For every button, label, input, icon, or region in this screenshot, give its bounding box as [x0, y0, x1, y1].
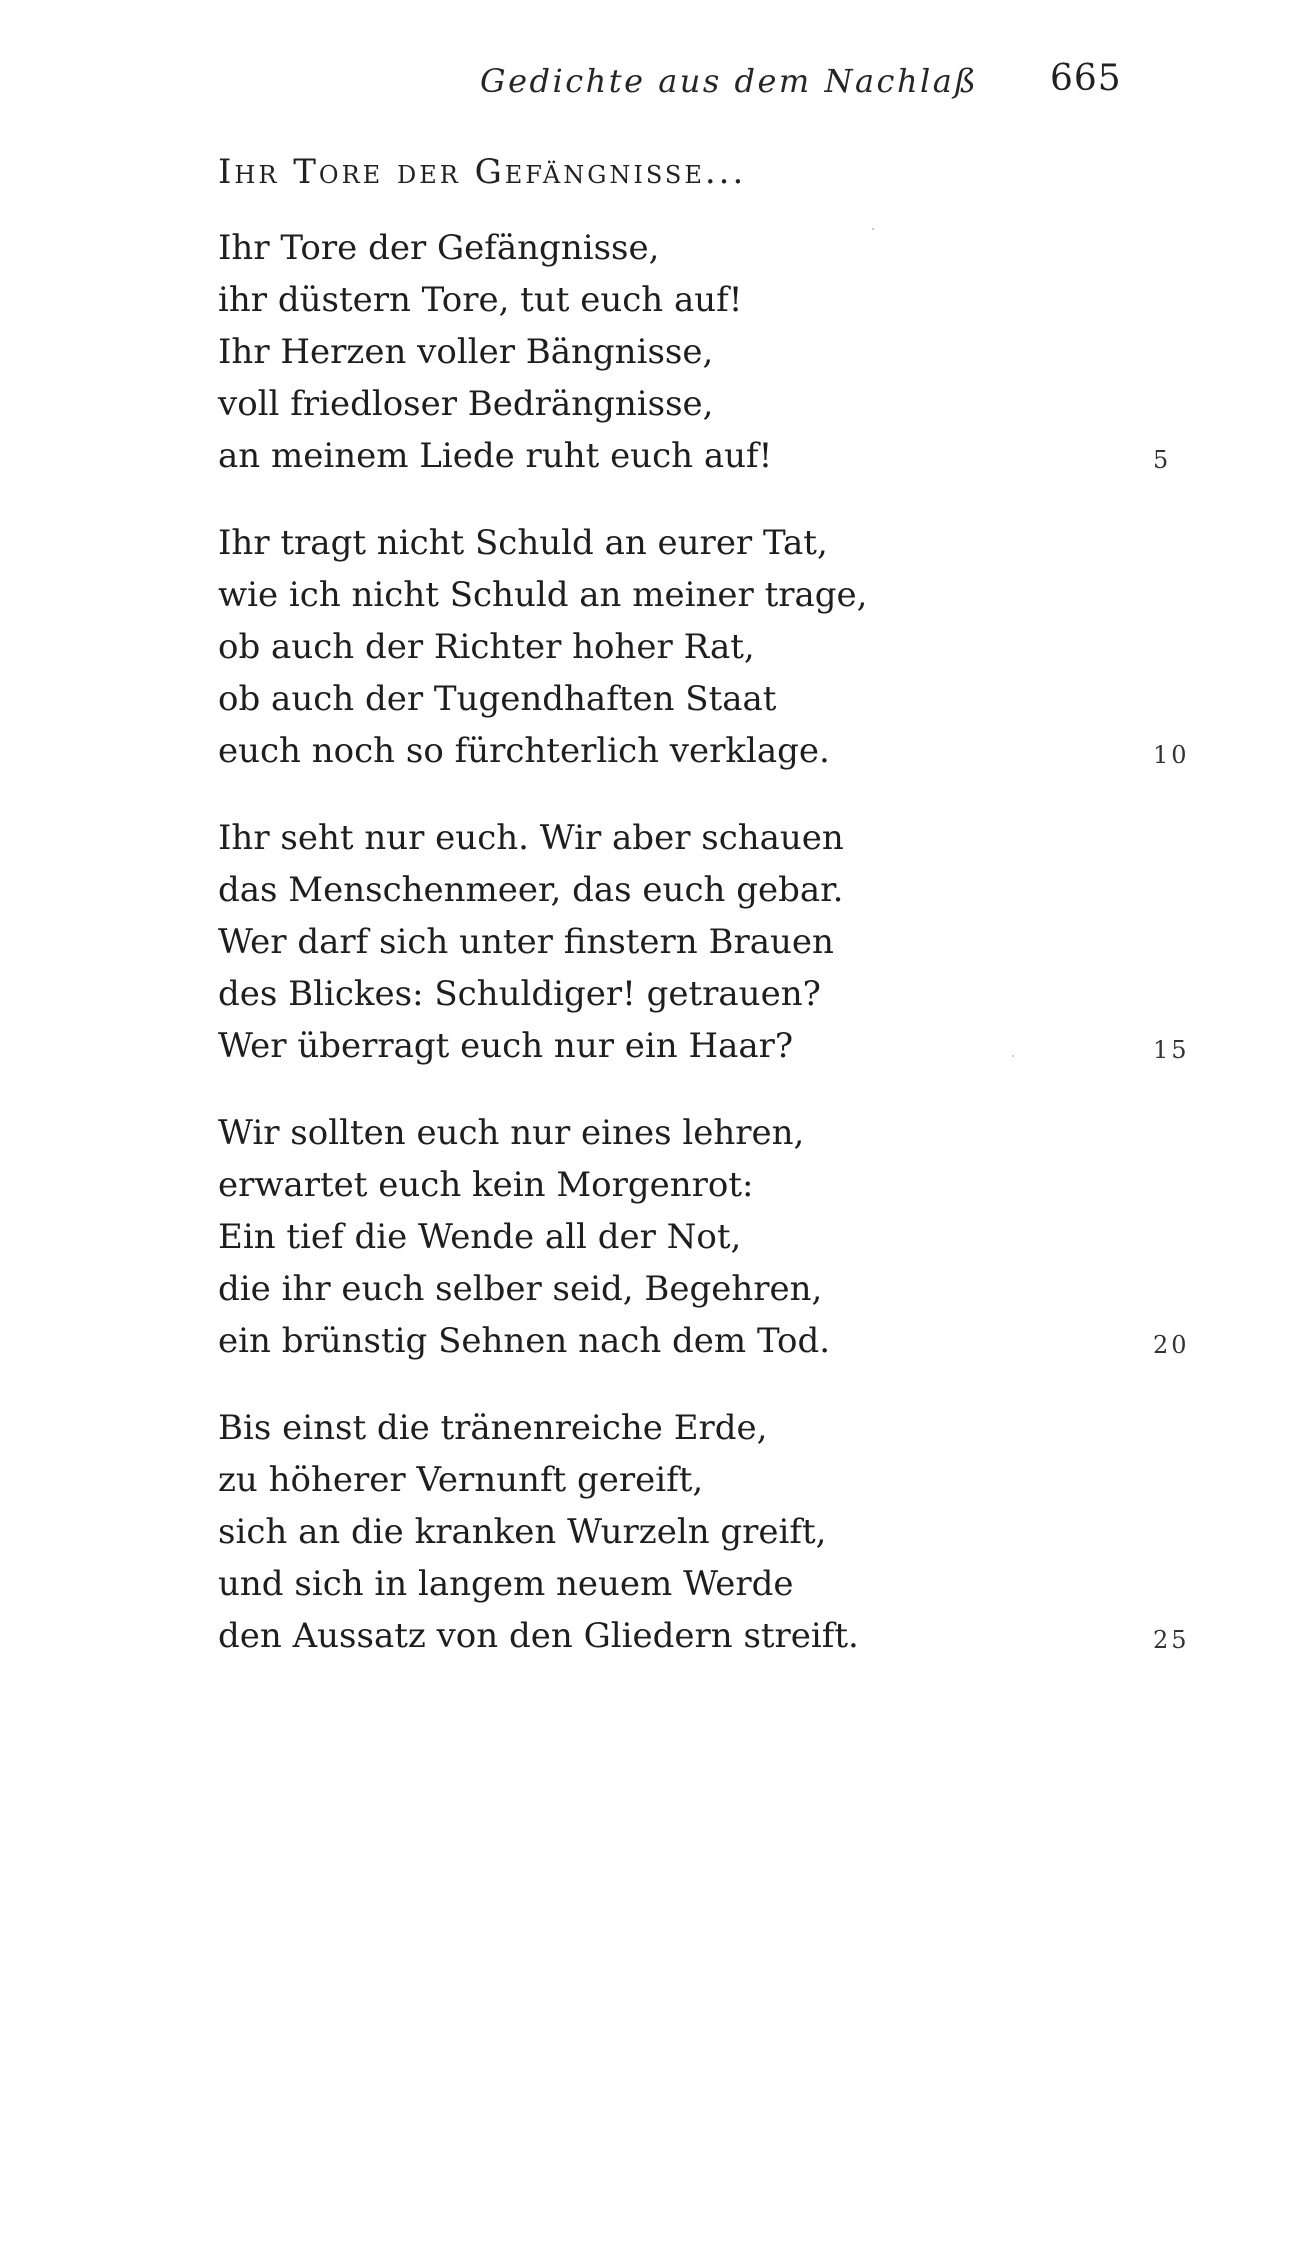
- verse-text: erwartet euch kein Morgenrot:: [218, 1165, 754, 1205]
- verse-line: [218, 569, 1218, 621]
- verse-line: [218, 1402, 1218, 1454]
- verse-text: die ihr euch selber seid, Begehren,: [218, 1269, 823, 1309]
- verse-line: [218, 222, 1218, 274]
- poem-body: [218, 222, 1218, 1697]
- line-number: 20: [1153, 1331, 1190, 1359]
- stanza: [218, 1107, 1218, 1367]
- paper-speck: [872, 228, 874, 230]
- stanza: [218, 517, 1218, 777]
- stanza: [218, 222, 1218, 482]
- verse-text: Ihr Tore der Gefängnisse,: [218, 228, 660, 268]
- poem-title: Ihr Tore der Gefängnisse...: [218, 152, 747, 192]
- verse-line: [218, 864, 1218, 916]
- verse-line: [218, 1107, 1218, 1159]
- verse-text: des Blickes: Schuldiger! getrauen?: [218, 974, 821, 1014]
- verse-line: [218, 812, 1218, 864]
- verse-line: [218, 274, 1218, 326]
- verse-text: euch noch so fürchterlich verklage.: [218, 731, 830, 771]
- verse-text: Wer überragt euch nur ein Haar?: [218, 1026, 794, 1066]
- verse-text: und sich in langem neuem Werde: [218, 1564, 794, 1604]
- verse-line: [218, 621, 1218, 673]
- verse-text: Ihr seht nur euch. Wir aber schauen: [218, 818, 844, 858]
- verse-text: ein brünstig Sehnen nach dem Tod.: [218, 1321, 831, 1361]
- verse-text: zu höherer Vernunft gereift,: [218, 1460, 704, 1500]
- verse-text: wie ich nicht Schuld an meiner trage,: [218, 575, 868, 615]
- verse-text: Ihr Herzen voller Bängnisse,: [218, 332, 714, 372]
- verse-text: an meinem Liede ruht euch auf!: [218, 436, 773, 476]
- verse-line: [218, 673, 1218, 725]
- verse-text: voll friedloser Bedrängnisse,: [218, 384, 714, 424]
- line-number: 15: [1153, 1036, 1190, 1064]
- verse-line: [218, 1610, 1218, 1662]
- line-number: 10: [1153, 741, 1190, 769]
- line-number: 25: [1153, 1626, 1190, 1654]
- verse-line: [218, 725, 1218, 777]
- verse-text: ob auch der Tugendhaften Staat: [218, 679, 777, 719]
- line-number: 5: [1153, 446, 1172, 474]
- verse-text: ihr düstern Tore, tut euch auf!: [218, 280, 743, 320]
- verse-line: [218, 378, 1218, 430]
- verse-line: [218, 1454, 1218, 1506]
- verse-line: [218, 1159, 1218, 1211]
- verse-line: [218, 1020, 1218, 1072]
- verse-line: [218, 1558, 1218, 1610]
- verse-text: Bis einst die tränenreiche Erde,: [218, 1408, 768, 1448]
- page-number: 665: [1050, 58, 1122, 99]
- paper-speck: [1012, 1055, 1014, 1057]
- verse-line: [218, 517, 1218, 569]
- verse-text: Wir sollten euch nur eines lehren,: [218, 1113, 805, 1153]
- verse-line: [218, 1506, 1218, 1558]
- verse-line: [218, 916, 1218, 968]
- verse-line: [218, 1263, 1218, 1315]
- running-head: Gedichte aus dem Nachlaß: [480, 62, 979, 100]
- stanza: [218, 1402, 1218, 1662]
- verse-line: [218, 1315, 1218, 1367]
- verse-text: Wer darf sich unter finstern Brauen: [218, 922, 834, 962]
- verse-text: Ihr tragt nicht Schuld an eurer Tat,: [218, 523, 828, 563]
- verse-line: [218, 326, 1218, 378]
- verse-line: [218, 968, 1218, 1020]
- verse-line: [218, 430, 1218, 482]
- stanza: [218, 812, 1218, 1072]
- verse-text: sich an die kranken Wurzeln greift,: [218, 1512, 827, 1552]
- verse-line: [218, 1211, 1218, 1263]
- verse-text: das Menschenmeer, das euch gebar.: [218, 870, 844, 910]
- verse-text: Ein tief die Wende all der Not,: [218, 1217, 742, 1257]
- verse-text: ob auch der Richter hoher Rat,: [218, 627, 755, 667]
- verse-text: den Aussatz von den Gliedern streift.: [218, 1616, 859, 1656]
